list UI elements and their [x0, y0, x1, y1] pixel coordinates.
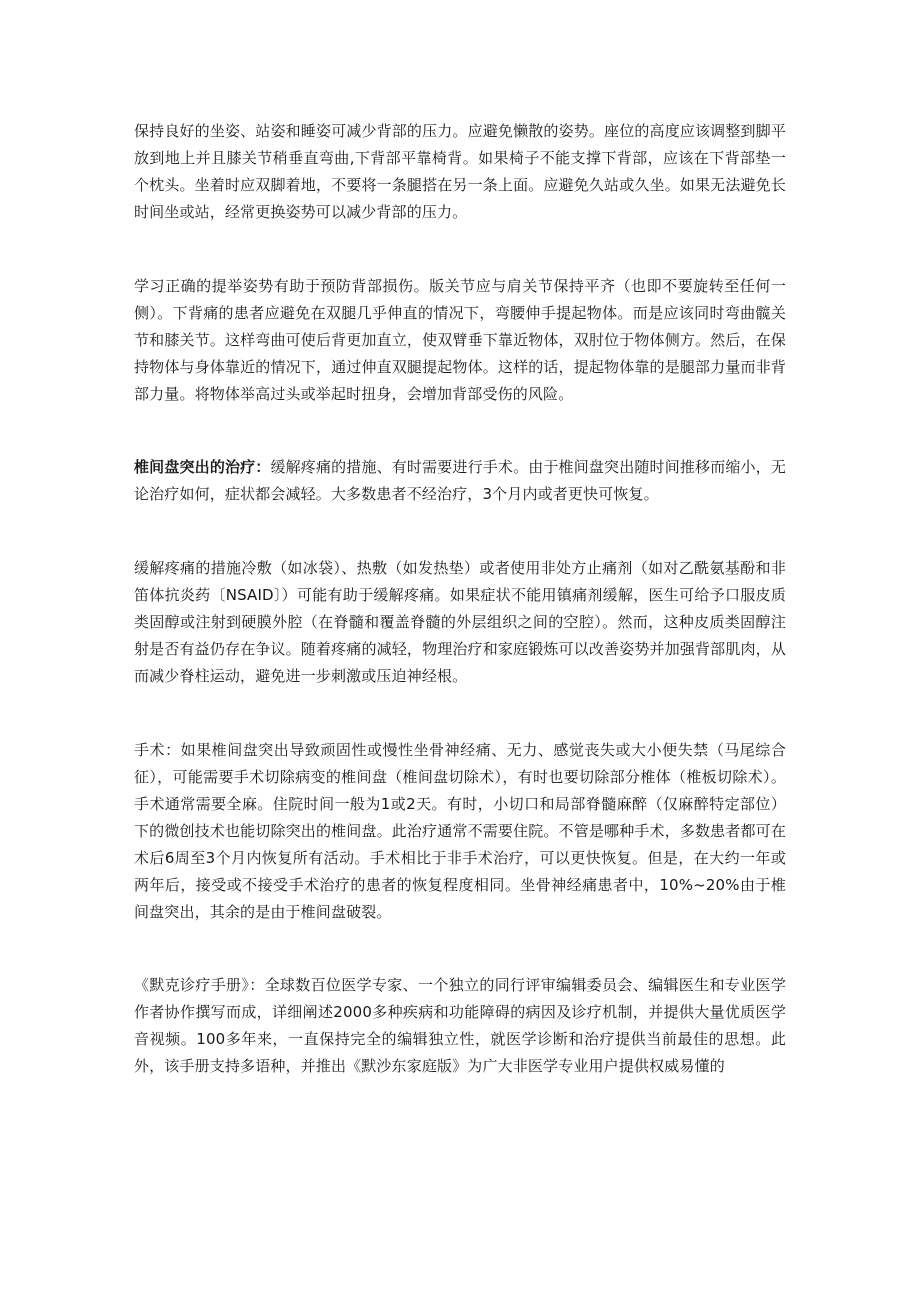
paragraph-text: 《默克诊疗手册》：全球数百位医学专家、一个独立的同行评审编辑委员会、编辑医生和专业医学作者协作撰写而成，详细阐述2000多种疾病和功能障碍的病因及诊疗机制，并提供大量优质医学音视频。100多年来，一直保持完全的编辑独立性，就医学诊断和治疗提供当前最佳的思想。此外，该手册支持多语种，并推出《默沙东家庭版》为广大非医学专业用户提供权威易懂的 [134, 976, 786, 1075]
paragraph-text: 手术：如果椎间盘突出导致顽固性或慢性坐骨神经痛、无力、感觉丧失或大小便失禁（马尾综合征），可能需要手术切除病变的椎间盘（椎间盘切除术），有时也要切除部分椎体（椎板切除术）。手术通常需要全麻。住院时间一般为1或2天。有时，小切口和局部脊髓麻醉（仅麻醉特定部位）下的微创技术也能切除突出的椎间盘。此治疗通常不需要住院。不管是哪种手术，多数患者都可在术后6周至3个月内恢复所有活动。手术相比于非手术治疗，可以更快恢复。但是，在大约一年或两年后，接受或不接受手术治疗的患者的恢复程度相同。坐骨神经痛患者中，10%~20%由于椎间盘突出，其余的是由于椎间盘破裂。 [134, 741, 786, 921]
paragraph-pain-relief [134, 555, 786, 690]
paragraph-posture [134, 118, 786, 226]
paragraph-text: 缓解疼痛的措施冷敷（如冰袋）、热敷（如发热垫）或者使用非处方止痛剂（如对乙酰氨基酚和非笛体抗炎药〔NSAID〕）可能有助于缓解疼痛。如果症状不能用镇痛剂缓解，医生可给予口服皮质类固醇或注射到硬膜外腔（在脊髓和覆盖脊髓的外层组织之间的空腔）。然而，这种皮质类固醇注射是否有益仍存在争议。随着疼痛的减轻，物理治疗和家庭锻炼可以改善姿势并加强背部肌肉，从而减少脊柱运动，避免进一步刺激或压迫神经根。 [134, 559, 786, 685]
paragraph-lifting [134, 273, 786, 408]
paragraph-text: 学习正确的提举姿势有助于预防背部损伤。版关节应与肩关节保持平齐（也即不要旋转至任何一侧）。下背痛的患者应避免在双腿几乎伸直的情况下，弯腰伸手提起物体。而是应该同时弯曲髋关节和膝关节。这样弯曲可使后背更加直立，使双臂垂下靠近物体，双肘位于物体侧方。然后，在保持物体与身体靠近的情况下，通过伸直双腿提起物体。这样的话，提起物体靠的是腿部力量而非背部力量。将物体举高过头或举起时扭身，会增加背部受伤的风险。 [134, 277, 786, 403]
paragraph-text: 保持良好的坐姿、站姿和睡姿可减少背部的压力。应避免懒散的姿势。座位的高度应该调整到脚平放到地上并且膝关节稍垂直弯曲,下背部平靠椅背。如果椅子不能支撑下背部，应该在下背部垫一个枕头。坐着时应双脚着地，不要将一条腿搭在另一条上面。应避免久站或久坐。如果无法避免长时间坐或站，经常更换姿势可以减少背部的压力。 [134, 122, 786, 221]
document-page [134, 118, 786, 1080]
paragraph-text: 缓解疼痛的措施、有时需要进行手术。由于椎间盘突出随时间推移而缩小，无论治疗如何，症状都会减轻。大多数患者不经治疗，3个月内或者更快可恢复。 [134, 458, 786, 503]
paragraph-surgery [134, 737, 786, 926]
paragraph-merck-manual [134, 972, 786, 1080]
paragraph-disc-treatment [134, 454, 786, 508]
section-heading: 椎间盘突出的治疗： [134, 458, 271, 476]
